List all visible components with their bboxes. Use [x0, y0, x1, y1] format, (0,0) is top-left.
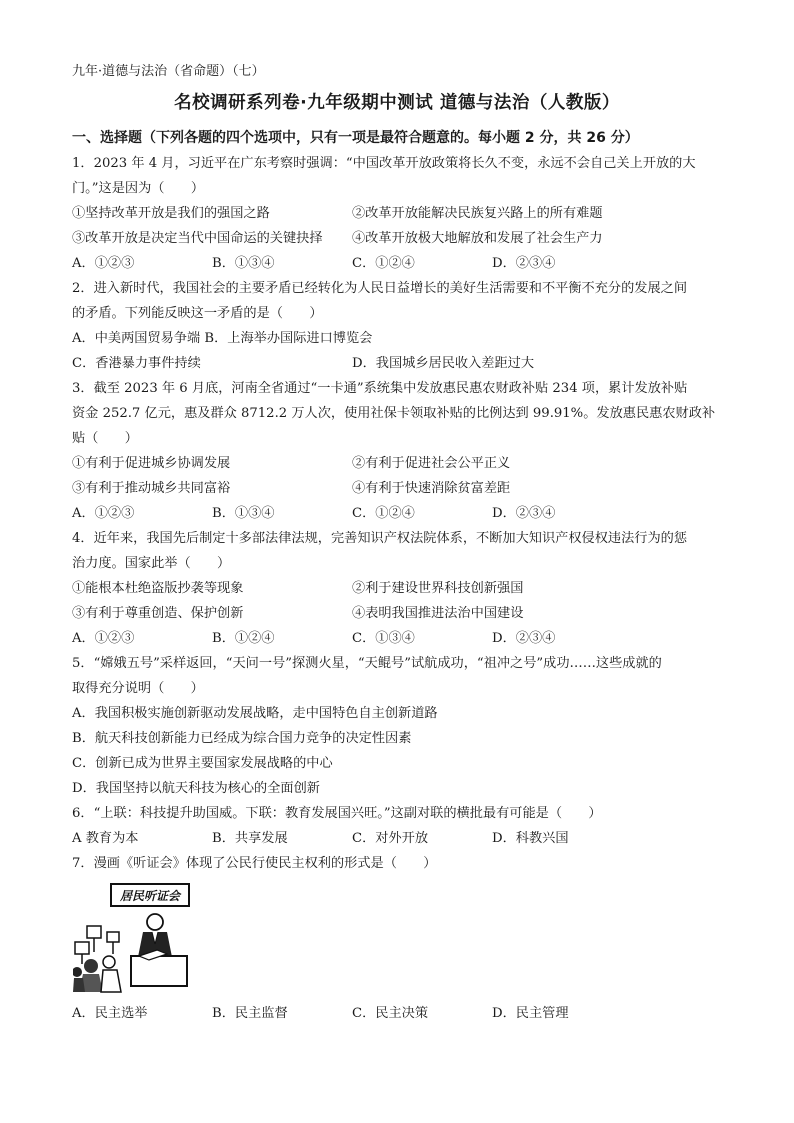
q6-option-d[interactable]: D．科教兴国 [492, 831, 569, 846]
q7-option-b[interactable]: B．民主监督 [212, 1006, 288, 1021]
q1-item-3: ③改革开放是决定当代中国命运的关键抉择 [72, 231, 323, 246]
page-title: 名校调研系列卷·九年级期中测试 道德与法治（人教版） [174, 93, 620, 113]
cartoon-sign-text: 居民听证会 [119, 889, 181, 903]
q4-stem-line1: 4．近年来，我国先后制定十多部法律法规，完善知识产权法院体系，不断加大知识产权侵权违法行为的惩 [72, 531, 688, 546]
q3-option-c[interactable]: C．①②④ [352, 506, 415, 521]
q3-stem-line3: 贴（ ） [72, 431, 138, 446]
q1-stem-line1: 1．2023 年 4 月，习近平在广东考察时强调：“中国改革开放政策将长久不变，永远不会自己关上开放的大 [72, 156, 696, 171]
q2-stem-line1: 2．进入新时代，我国社会的主要矛盾已经转化为人民日益增长的美好生活需要和不平衡不充分的发展之间 [72, 281, 688, 296]
paper-subtitle: 九年·道德与法治（省命题）（七） [72, 64, 265, 79]
section-heading: 一、选择题（下列各题的四个选项中，只有一项是最符合题意的。每小题 2 分，共 26 分） [72, 130, 639, 146]
q5-option-a[interactable]: A．我国积极实施创新驱动发展战略，走中国特色自主创新道路 [72, 706, 438, 721]
cartoon-official-head [147, 914, 163, 930]
q3-item-3: ③有利于推动城乡共同富裕 [72, 481, 231, 496]
q1-stem-line2: 门。”这是因为（ ） [72, 181, 205, 196]
q3-option-b[interactable]: B．①③④ [212, 506, 275, 521]
q4-item-3: ③有利于尊重创造、保护创新 [72, 606, 244, 621]
q4-option-a[interactable]: A．①②③ [72, 631, 135, 646]
q6-stem: 6．“上联：科技提升助国威。下联：教育发展国兴旺。”这副对联的横批最有可能是（ ） [72, 806, 602, 821]
cartoon-desk [131, 956, 187, 986]
q1-item-2: ②改革开放能解决民族复兴路上的所有难题 [352, 206, 603, 221]
q5-option-b[interactable]: B．航天科技创新能力已经成为综合国力竞争的决定性因素 [72, 731, 412, 746]
q5-stem-line2: 取得充分说明（ ） [72, 681, 204, 696]
q4-option-d[interactable]: D．②③④ [492, 631, 556, 646]
q3-stem-line1: 3．截至 2023 年 6 月底，河南全省通过“一卡通”系统集中发放惠民惠农财政补贴 234 项，累计发放补贴 [72, 381, 688, 396]
q6-option-b[interactable]: B．共享发展 [212, 831, 288, 846]
q4-item-4: ④表明我国推进法治中国建设 [352, 606, 524, 621]
cartoon-citizen-head [84, 959, 98, 973]
q1-item-4: ④改革开放极大地解放和发展了社会生产力 [352, 231, 603, 246]
q3-item-4: ④有利于快速消除贫富差距 [352, 481, 511, 496]
q4-stem-line2: 治力度。国家此举（ ） [72, 556, 231, 571]
q3-item-1: ①有利于促进城乡协调发展 [72, 456, 231, 471]
q3-option-a[interactable]: A．①②③ [72, 506, 135, 521]
q1-option-c[interactable]: C．①②④ [352, 256, 415, 271]
q5-option-d[interactable]: D．我国坚持以航天科技为核心的全面创新 [72, 781, 320, 796]
q2-option-c[interactable]: C．香港暴力事件持续 [72, 356, 201, 371]
q1-option-a[interactable]: A．①②③ [72, 256, 135, 271]
q1-item-1: ①坚持改革开放是我们的强国之路 [72, 206, 270, 221]
q5-stem-line1: 5．“嫦娥五号”采样返回，“天问一号”探测火星，“天鲲号”试航成功，“祖冲之号”成功……这些成就的 [72, 656, 662, 671]
q2-stem-line2: 的矛盾。下列能反映这一矛盾的是（ ） [72, 306, 323, 321]
q5-option-c[interactable]: C．创新已成为世界主要国家发展战略的中心 [72, 756, 333, 771]
q3-option-d[interactable]: D．②③④ [492, 506, 556, 521]
q2-option-d[interactable]: D．我国城乡居民收入差距过大 [352, 356, 535, 371]
q1-option-d[interactable]: D．②③④ [492, 256, 556, 271]
q1-option-b[interactable]: B．①③④ [212, 256, 275, 271]
q7-option-a[interactable]: A．民主选举 [72, 1006, 148, 1021]
q7-option-d[interactable]: D．民主管理 [492, 1006, 569, 1021]
hearing-cartoon [73, 882, 191, 994]
q7-stem: 7．漫画《听证会》体现了公民行使民主权利的形式是（ ） [72, 856, 437, 871]
q4-option-b[interactable]: B．①②④ [212, 631, 275, 646]
q4-item-2: ②利于建设世界科技创新强国 [352, 581, 524, 596]
q3-stem-line2: 资金 252.7 亿元，惠及群众 8712.2 万人次，使用社保卡领取补贴的比例达到 99.91%。发放惠民惠农财政补 [72, 406, 716, 421]
q3-item-2: ②有利于促进社会公平正义 [352, 456, 511, 471]
q2-option-ab[interactable]: A．中美两国贸易争端 B．上海举办国际进口博览会 [72, 331, 373, 346]
q6-option-a[interactable]: A 教育为本 [72, 831, 139, 846]
q6-option-c[interactable]: C．对外开放 [352, 831, 429, 846]
q7-option-c[interactable]: C．民主决策 [352, 1006, 429, 1021]
q4-item-1: ①能根本杜绝盗版抄袭等现象 [72, 581, 244, 596]
q4-option-c[interactable]: C．①③④ [352, 631, 415, 646]
